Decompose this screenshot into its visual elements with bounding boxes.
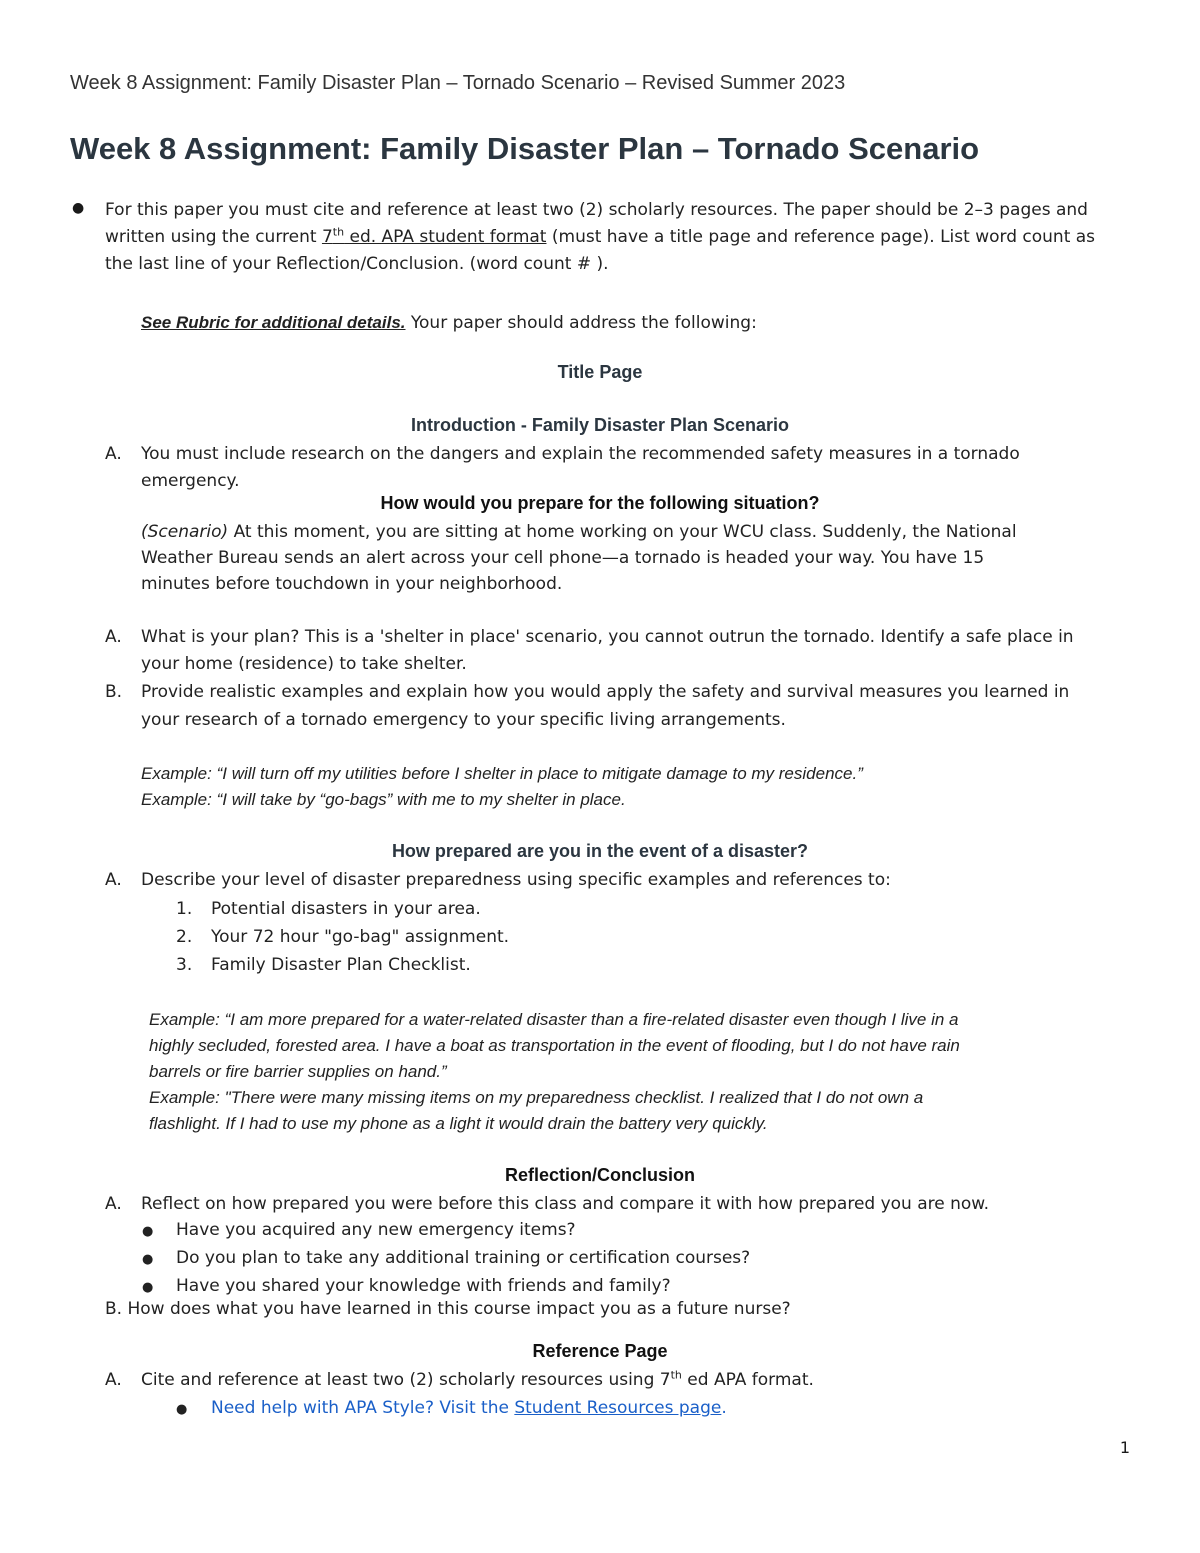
reflection-item-a: A. Reflect on how prepared you were before this class and compare it with how prepared you are now. bbox=[105, 1194, 990, 1214]
bullet-icon: ● bbox=[176, 1402, 188, 1417]
plan-examples: Example: “I will turn off my utilities before I shelter in place to mitigate damage to my residence.” Example: “I will take by “go-bags” with me to my shelter in place. bbox=[141, 764, 863, 809]
running-header: Week 8 Assignment: Family Disaster Plan – Tornado Scenario – Revised Summer 2023 bbox=[70, 72, 846, 94]
plan-item-b: B. Provide realistic examples and explain how you would apply the safety and survival measures you learned in your research of a tornado emergency to your specific living arrangements. bbox=[105, 682, 1070, 730]
apa-help-line: ● Need help with APA Style? Visit the Student Resources page. bbox=[176, 1395, 727, 1423]
section-introduction: Introduction - Family Disaster Plan Scenario bbox=[410, 415, 790, 435]
student-resources-link[interactable]: Student Resources page bbox=[514, 1398, 722, 1418]
bullet-icon: ● bbox=[142, 1224, 154, 1239]
plan-item-a: A. What is your plan? This is a 'shelter in place' scenario, you cannot outrun the tornado. Identify a safe place in your home (residence) to take shelter. bbox=[105, 627, 1074, 674]
bullet-icon: ● bbox=[142, 1252, 154, 1267]
prepared-list bbox=[176, 895, 1076, 979]
reflection-bullets bbox=[142, 1217, 1042, 1301]
prepared-item-a: A. Describe your level of disaster preparedness using specific examples and references to: bbox=[105, 870, 891, 890]
rubric-line: See Rubric for additional details. Your paper should address the following: bbox=[141, 313, 757, 333]
apa-format-link[interactable]: 7th ed. APA student format bbox=[321, 225, 547, 247]
scenario-paragraph: (Scenario) At this moment, you are sitting at home working on your WCU class. Suddenly, the National Weather Bureau sends an alert across your cell phone—a tornado is headed your way. You have 15 minutes before touchdown in your neighborhood. bbox=[141, 522, 1017, 594]
list-item: 2. Your 72 hour "go-bag" assignment. bbox=[176, 927, 510, 947]
rubric-link[interactable]: See Rubric for additional details. bbox=[141, 313, 406, 332]
section-prepared-question: How prepared are you in the event of a disaster? bbox=[391, 841, 809, 861]
prepared-examples: Example: “I am more prepared for a water-related disaster than a fire-related disaster even though I live in a highly secluded, forested area. I have a boat as transportation in the event of flooding, but I do not have rain barrels or fire barrier supplies on hand.” Example: "There were many missing items on my preparedness checklist. I realized that I do not own a flashlight. If I had to use my phone as a light it would drain the battery very quickly. bbox=[149, 1010, 960, 1133]
bullet-icon: ● bbox=[142, 1280, 154, 1295]
reference-item-a: A. Cite and reference at least two (2) scholarly resources using 7th ed APA format. bbox=[105, 1368, 814, 1390]
list-item: ● Have you shared your knowledge with friends and family? bbox=[142, 1273, 1042, 1301]
list-item: 1. Potential disasters in your area. bbox=[176, 899, 481, 919]
document-title: Week 8 Assignment: Family Disaster Plan – Tornado Scenario bbox=[70, 131, 980, 166]
section-reference: Reference Page bbox=[532, 1341, 668, 1361]
bullet-icon: ● bbox=[72, 200, 85, 216]
reflection-item-b: B. How does what you have learned in this course impact you as a future nurse? bbox=[105, 1299, 791, 1319]
section-title-page: Title Page bbox=[557, 362, 643, 382]
section-reflection: Reflection/Conclusion bbox=[504, 1165, 695, 1185]
intro-item-a: A. You must include research on the dangers and explain the recommended safety measures in a tornado emergency. bbox=[105, 444, 1020, 491]
list-item: ● Have you acquired any new emergency items? bbox=[142, 1217, 1042, 1245]
list-item: 3. Family Disaster Plan Checklist. bbox=[176, 955, 471, 975]
list-item: ● Do you plan to take any additional training or certification courses? bbox=[142, 1245, 1042, 1273]
intro-paragraph: For this paper you must cite and reference at least two (2) scholarly resources. The paper should be 2–3 pages and written using the current 7th ed. APA student format (must have a title page and reference page). List word count as the last line of your Reflection/Conclusion. (word count # ). bbox=[105, 200, 1096, 274]
section-prepare-question: How would you prepare for the following situation? bbox=[380, 493, 820, 513]
page-number: 1 bbox=[1119, 1438, 1130, 1457]
